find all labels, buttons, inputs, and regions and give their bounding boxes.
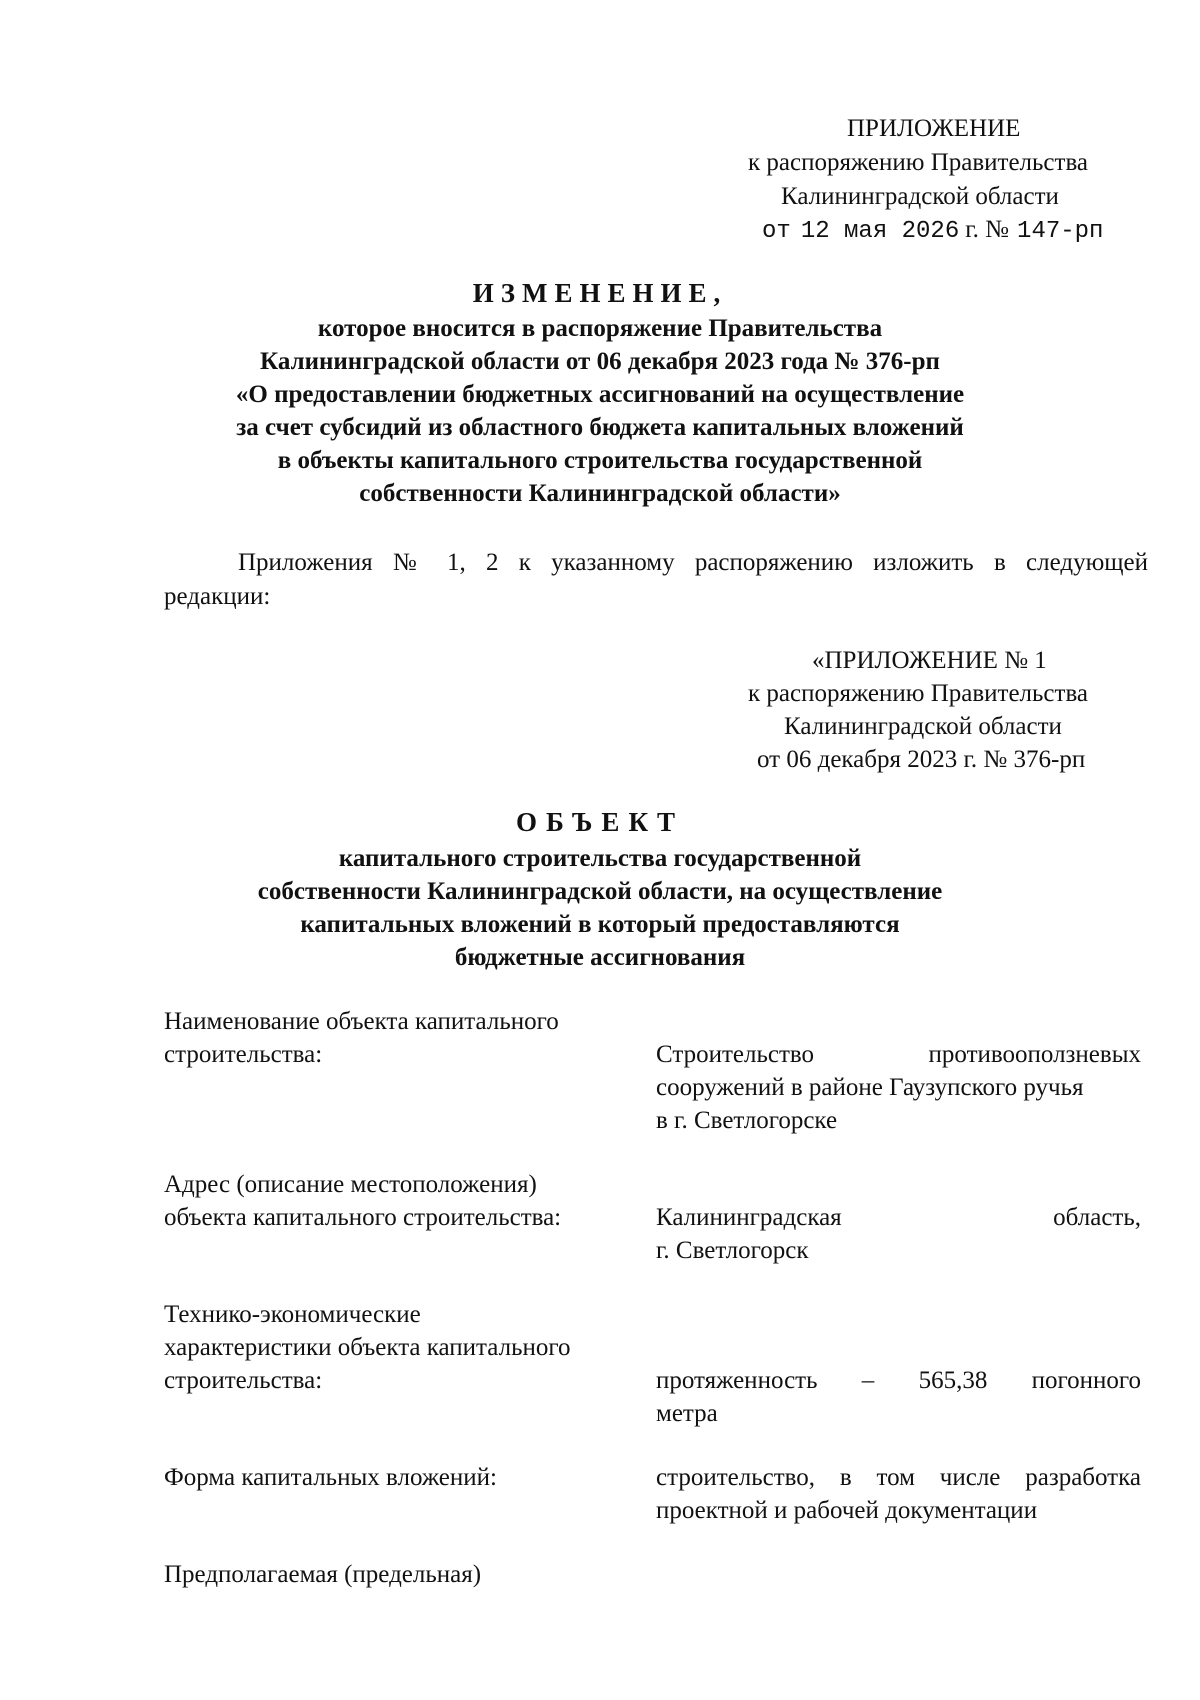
field-label-specs: характеристики объекта капитального [164, 1334, 571, 1361]
field-value-form: проектной и рабочей документации [656, 1497, 1038, 1524]
date-handwritten: 12 мая 2026 [800, 218, 960, 245]
object-title: ОБЪЕКТ [515, 807, 685, 837]
field-value-address [656, 1201, 1141, 1234]
field-label-address: объекта капитального строительства: [164, 1204, 562, 1231]
value-word: том [876, 1464, 915, 1491]
inner-appendix-title: «ПРИЛОЖЕНИЕ № 1 [812, 647, 1047, 674]
field-value-address: г. Светлогорск [656, 1237, 809, 1264]
inner-appendix-line-3: от 06 декабря 2023 г. № 376-рп [757, 746, 1086, 773]
field-value-name: сооружений в районе Гаузупского ручья [656, 1074, 1084, 1101]
appendix-line-2: Калининградской области [781, 183, 1059, 210]
date-mid: г. № [965, 216, 1010, 243]
value-word: Калининградская [656, 1204, 842, 1231]
change-line: собственности Калининградской области» [359, 480, 841, 507]
field-label-specs: строительства: [164, 1367, 323, 1394]
field-value-name: в г. Светлогорске [656, 1107, 838, 1134]
number-handwritten: 147-рп [1017, 218, 1104, 245]
value-word: числе [939, 1464, 1001, 1491]
change-line: в объекты капитального строительства государственной [277, 447, 923, 474]
appendix-line-1: к распоряжению Правительства [748, 149, 1089, 176]
field-value-specs: метра [656, 1400, 718, 1427]
field-label-cost: Предполагаемая (предельная) [164, 1561, 482, 1588]
value-word: протяженность [656, 1367, 818, 1394]
value-word: область, [1053, 1204, 1141, 1231]
object-line: бюджетные ассигнования [454, 944, 746, 971]
change-line: за счет субсидий из областного бюджета капитальных вложений [236, 414, 964, 441]
appendix-title: ПРИЛОЖЕНИЕ [847, 115, 1021, 142]
field-label-address: Адрес (описание местоположения) [164, 1171, 537, 1198]
object-line: собственности Калининградской области, на осуществление [257, 878, 943, 905]
field-label-name: Наименование объекта капитального [164, 1008, 559, 1035]
change-line: «О предоставлении бюджетных ассигнований на осуществление [235, 381, 965, 408]
field-value-name [656, 1038, 1141, 1071]
paragraph-line-2: редакции: [164, 583, 271, 610]
field-value-form [656, 1461, 1141, 1494]
value-word: противооползневых [928, 1041, 1141, 1068]
object-line: капитальных вложений в который предоставляются [300, 911, 900, 938]
field-label-form: Форма капитальных вложений: [164, 1464, 497, 1491]
value-word: погонного [1031, 1367, 1141, 1394]
field-label-specs: Технико-экономические [164, 1301, 421, 1328]
change-title: ИЗМЕНЕНИЕ, [472, 278, 728, 308]
change-line: которое вносится в распоряжение Правительства [317, 315, 883, 342]
inner-appendix-line-2: Калининградской области [784, 713, 1062, 740]
value-word: строительство, [656, 1464, 816, 1491]
field-value-specs [656, 1364, 1141, 1397]
value-word: Строительство [656, 1041, 815, 1068]
value-word: разработка [1025, 1464, 1141, 1491]
value-word: 565,38 [918, 1367, 988, 1394]
field-label-name: строительства: [164, 1041, 323, 1068]
appendix-date-line [762, 213, 1103, 246]
change-line: Калининградской области от 06 декабря 2023 года № 376-рп [260, 348, 940, 375]
paragraph-line-1: Приложения № 1, 2 к указанному распоряжению изложить в следующей [238, 549, 1148, 576]
value-word: в [839, 1464, 852, 1491]
inner-appendix-line-1: к распоряжению Правительства [748, 680, 1089, 707]
value-word: – [861, 1367, 875, 1394]
object-line: капитального строительства государственной [338, 845, 862, 872]
date-prefix: от [762, 218, 791, 245]
